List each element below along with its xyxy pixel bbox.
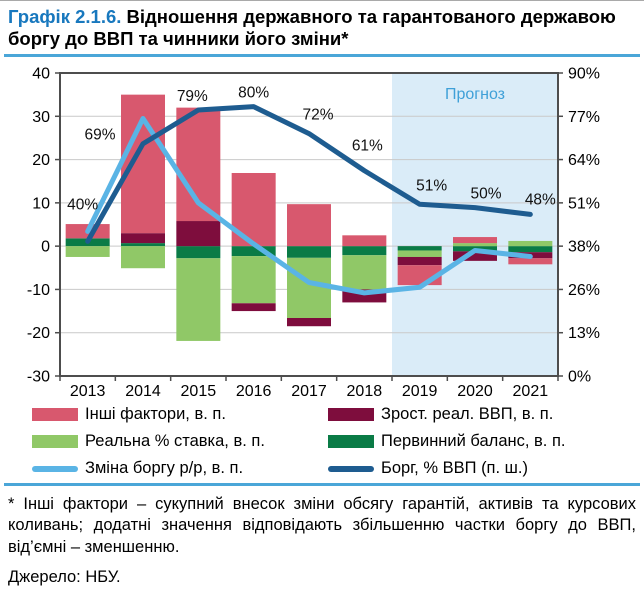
chart-title-text: Відношення державного та гарантованого державою боргу до ВВП та чинники його зміни* [8, 6, 616, 49]
left-axis-tick-label: 20 [32, 152, 50, 170]
debt-change-line-swatch [32, 466, 78, 472]
gdp-segment [398, 257, 442, 265]
debt-point-label: 69% [84, 126, 116, 144]
right-axis-tick-label: 0% [568, 368, 592, 386]
debt-point-label: 61% [351, 137, 383, 155]
legend-label: Реальна % ставка, в. п. [85, 432, 265, 451]
rate-segment [453, 243, 497, 246]
year-label: 2014 [125, 383, 161, 401]
legend-divider [4, 483, 640, 486]
rate-segment [176, 259, 220, 342]
year-label: 2019 [401, 383, 438, 401]
rate-segment [398, 251, 442, 257]
right-axis-tick-label: 64% [568, 152, 601, 170]
legend-label: Зрост. реал. ВВП, в. п. [381, 405, 554, 424]
left-axis-tick-label: -10 [26, 282, 50, 300]
left-axis-tick-label: 40 [32, 65, 50, 83]
bar-2017 [287, 204, 331, 326]
right-axis-tick-label: 13% [568, 325, 601, 343]
legend-label: Інші фактори, в. п. [85, 405, 226, 424]
footnote: * Інші фактори – сукупний внесок зміни обсягу гарантій, активів та курсових коливань; додатні значення відповідають збільшенню частки боргу до ВВП, від’ємні – зменшенню. [8, 495, 636, 556]
bar-2015 [176, 108, 220, 341]
rate-segment [232, 256, 276, 303]
left-axis-tick-label: -20 [26, 325, 50, 343]
debt-gdp-line-swatch [328, 466, 374, 472]
debt-point-label: 48% [524, 191, 556, 209]
right-axis-tick-label: 77% [568, 109, 601, 127]
right-axis-labels [568, 66, 600, 386]
left-axis-tick-label: 0 [41, 238, 50, 256]
debt-point-label: 72% [302, 106, 334, 124]
right-axis-tick-label: 51% [568, 195, 601, 213]
legend-item [328, 405, 644, 424]
gdp-segment [176, 221, 220, 246]
rate-segment [121, 246, 165, 268]
year-label: 2017 [291, 383, 327, 401]
rate-segment [508, 241, 552, 246]
debt-point-label: 51% [416, 177, 448, 195]
real-gdp-growth-swatch [328, 408, 374, 421]
debt-point-label: 50% [470, 185, 502, 203]
rate-segment [66, 246, 110, 257]
primary-segment [121, 243, 165, 246]
legend-label: Борг, % ВВП (п. ш.) [381, 459, 528, 478]
legend-label: Первинний баланс, в. п. [381, 432, 566, 451]
right-axis-tick-label: 26% [568, 282, 601, 300]
other-segment [342, 236, 386, 247]
gdp-segment [121, 233, 165, 243]
forecast-label: Прогноз [444, 86, 506, 104]
primary-segment [176, 246, 220, 258]
gdp-segment [232, 304, 276, 312]
year-label: 2018 [346, 383, 383, 401]
legend-item [32, 459, 324, 478]
legend-label: Зміна боргу р/р, в. п. [85, 459, 244, 478]
other-segment [508, 259, 552, 265]
other-segment [121, 95, 165, 234]
debt-point-label: 40% [67, 196, 99, 214]
year-label: 2016 [235, 383, 272, 401]
debt-point-label: 79% [176, 88, 208, 106]
left-axis-tick-label: 30 [32, 109, 50, 127]
right-axis-tick-label: 90% [568, 65, 601, 83]
left-axis-tick-label: -30 [26, 368, 50, 386]
chart-title [0, 1, 644, 49]
primary-segment [342, 246, 386, 255]
other-factors-swatch [32, 408, 78, 421]
year-label: 2015 [180, 383, 217, 401]
legend-item [328, 459, 644, 478]
year-label: 2021 [512, 383, 549, 401]
right-axis-tick-label: 38% [568, 238, 601, 256]
legend-item [32, 405, 324, 424]
left-axis-tick-label: 10 [32, 195, 50, 213]
debt-chart [0, 57, 644, 403]
year-label: 2013 [69, 383, 106, 401]
x-axis-labels [70, 383, 548, 400]
debt-point-label: 80% [238, 84, 270, 102]
primary-segment [287, 246, 331, 258]
legend-item [32, 432, 324, 451]
chart-legend [32, 405, 644, 478]
chart-number: Графік 2.1.6. [8, 6, 122, 27]
left-axis-labels [27, 66, 50, 386]
forecast-region [392, 73, 558, 376]
rate-segment [342, 256, 386, 290]
legend-item [328, 432, 644, 451]
primary-segment [508, 246, 552, 252]
other-segment [453, 237, 497, 243]
real-rate-swatch [32, 435, 78, 448]
source-line: Джерело: НБУ. [8, 567, 121, 586]
primary-segment [398, 246, 442, 250]
other-segment [287, 204, 331, 246]
year-label: 2020 [457, 383, 493, 401]
gdp-segment [287, 318, 331, 326]
primary-balance-swatch [328, 435, 374, 448]
